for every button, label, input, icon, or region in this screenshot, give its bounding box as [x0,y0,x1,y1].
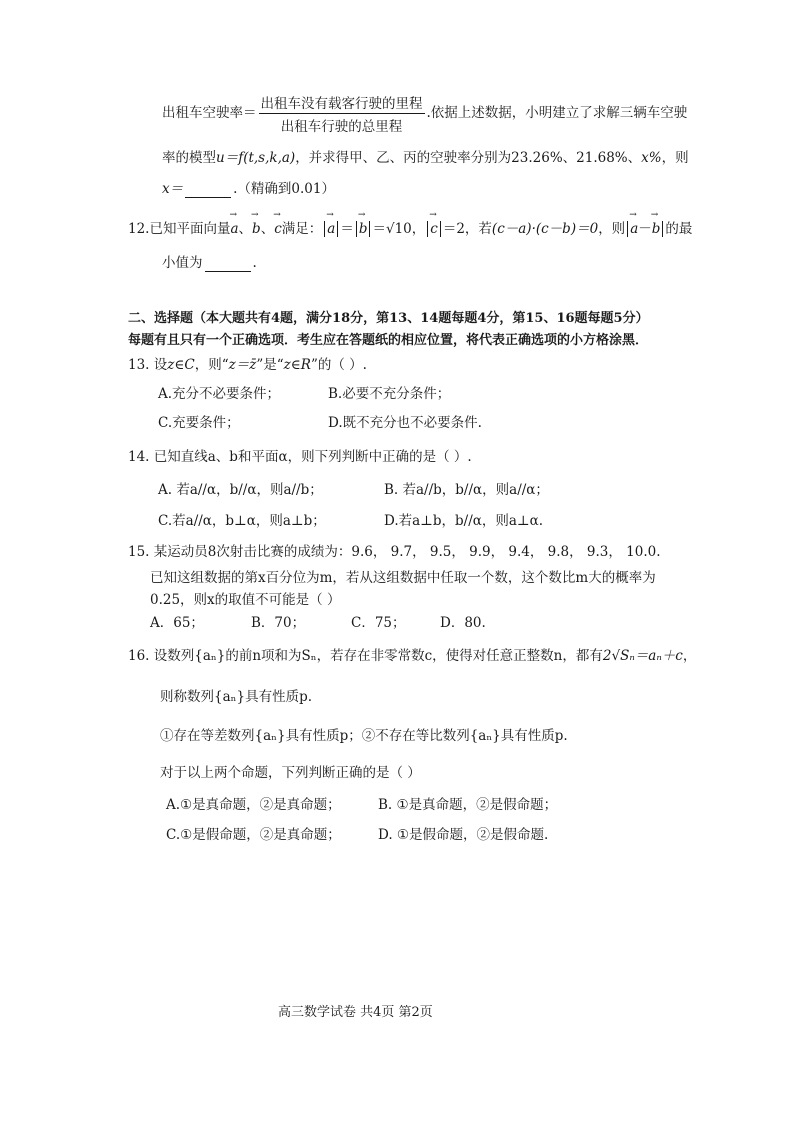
q11-line3-tail: .（精确到0.01） [233,181,335,197]
q12-vector-b: → b [252,221,261,237]
q12-sqrt10: √10 [385,221,412,237]
q12-diff-b: → b [652,221,661,237]
q13-stem-a: 13. 设 [128,357,168,373]
page-footer: 高三数学试卷 共4页 第2页 [278,1005,433,1020]
q11-answer-blank[interactable] [185,181,231,198]
q16-line4: 对于以上两个命题，下列判断正确的是（ ） [160,765,421,781]
q12-abs-b [356,221,371,237]
q16-line1 [128,644,696,664]
q15-option-c[interactable]: C．75； [351,615,406,631]
q11-answer-var: x＝ [162,181,184,197]
q11-rate-label: 出租车空驶率＝ [162,105,257,121]
q15-option-b[interactable]: B．70； [251,615,306,631]
q12-minus: － [638,221,652,237]
q13-option-c[interactable]: C.充要条件； [158,415,240,431]
q12-tail: 的最 [665,221,693,237]
q14-stem: 14. 已知直线a、b和平面α，则下列判断中正确的是（ ）. [128,449,472,465]
q12-diff-a: → a [630,221,638,237]
q11-x-percent: x% [641,150,662,166]
q16-option-c[interactable]: C.①是假命题，②是真命题； [166,827,341,843]
q12-abs-c-vec: → c [430,221,438,237]
q11-model: u＝f(t,s,k,a) [216,150,296,166]
q12-line2-text: 小值为 [162,255,203,271]
q12-eq2: ＝2，若 [442,221,492,237]
q12-eq1: ＝ [340,221,354,237]
q11-frac-denominator: 出租车行驶的总里程 [280,119,403,135]
q13-stem-b: ，则“ [194,357,229,373]
section2-header-line2: 每题有且只有一个正确选项．考生应在答题纸的相应位置，将代表正确选项的小方格涂黑． [128,333,649,348]
q13-option-a[interactable]: A.充分不必要条件； [158,386,281,402]
q16-formula: 2√Sₙ＝aₙ＋c [602,648,683,664]
q12-cond-lead: 满足： [281,221,323,237]
q15-line2: 已知这组数据的第x百分位为m，若从这组数据中任取一个数，这个数比m大的概率为 [150,570,656,586]
q12-abs-a [324,221,338,237]
q12-vector-c: → c [274,221,282,237]
q15-line3: 0.25，则x的取值不可能是（ ） [150,592,341,608]
q16-option-d[interactable]: D. ①是假命题，②是假命题. [378,827,549,843]
q12-then: ，则 [598,221,626,237]
q16-line1-end: ， [682,648,697,664]
q12-dot-expr: (c－a)·(c－b)＝0 [491,221,599,237]
q13-z-in-c: z∈C [167,357,195,373]
q14-option-a[interactable]: A. 若a//α，b//α，则a//b； [158,482,323,498]
q11-line3 [162,177,335,198]
q13-z-in-r: z∈R [283,357,311,373]
q11-line2 [162,146,689,166]
q14-option-c[interactable]: C.若a//α，b⊥α，则a⊥b； [158,513,326,529]
q12-abs-a-vec: → a [327,221,335,237]
q13-stem-c: ”是“ [256,357,284,373]
q12-line2-end: . [252,255,257,271]
q12-sep-2: 、 [260,221,275,237]
q11-line2-text-c: ，则 [661,150,689,166]
q15-option-d[interactable]: D．80. [440,615,486,631]
q11-fraction [259,92,425,135]
q14-option-b[interactable]: B. 若a//b，b//α，则a//α； [384,482,549,498]
q16-line1-text: 16. 设数列{aₙ}的前n项和为Sₙ，若存在非零常数c，使得对任意正整数n，都有 [128,648,603,664]
q11-line2-text-b: ，并求得甲、乙、丙的空驶率分别为23.26%、21.68%、 [295,150,642,166]
section2-header-line1: 二、选择题（本大题共有4题，满分18分，第13、14题每题4分，第15、16题每题5分） [128,311,649,326]
q16-line2: 则称数列{aₙ}具有性质p. [160,689,312,705]
q12-comma: ， [411,221,426,237]
q12-line1 [128,217,692,237]
q11-line2-text-a: 率的模型 [162,150,216,166]
q12-sep-1: 、 [238,221,253,237]
q11-line1 [162,92,687,135]
q12-vector-a: → a [230,221,238,237]
q14-option-d[interactable]: D.若a⊥b，b//α，则a⊥α. [384,513,544,529]
q12-line2 [162,251,257,272]
q11-after-frac: .依据上述数据，小明建立了求解三辆车空驶 [426,105,688,121]
q12-abs-b-vec: → b [359,221,368,237]
q13-stem [128,353,367,373]
q11-frac-numerator: 出租车没有载客行驶的里程 [259,92,425,114]
q16-option-a[interactable]: A.①是真命题，②是真命题； [166,797,341,813]
q13-option-b[interactable]: B.必要不充分条件； [328,386,451,402]
q15-option-a[interactable]: A．65； [150,615,204,631]
q12-abs-diff [627,221,663,237]
q13-option-d[interactable]: D.既不充分也不必要条件. [328,415,482,431]
q16-option-b[interactable]: B. ①是真命题，②是假命题； [378,797,558,813]
q16-line3: ①存在等差数列{aₙ}具有性质p；②不存在等比数列{aₙ}具有性质p. [160,728,568,744]
q13-z-conj: z＝z̄ [228,357,257,373]
q12-eq1b: ＝ [372,221,386,237]
q12-answer-blank[interactable] [205,255,251,272]
q13-stem-d: ”的（ ）. [310,357,367,373]
q12-abs-c [427,221,441,237]
q15-line1: 15. 某运动员8次射击比赛的成绩为：9.6， 9.7， 9.5， 9.9， 9.4， 9.8， 9.3， 10.0. [128,544,661,560]
q12-lead: 12.已知平面向量 [128,221,231,237]
